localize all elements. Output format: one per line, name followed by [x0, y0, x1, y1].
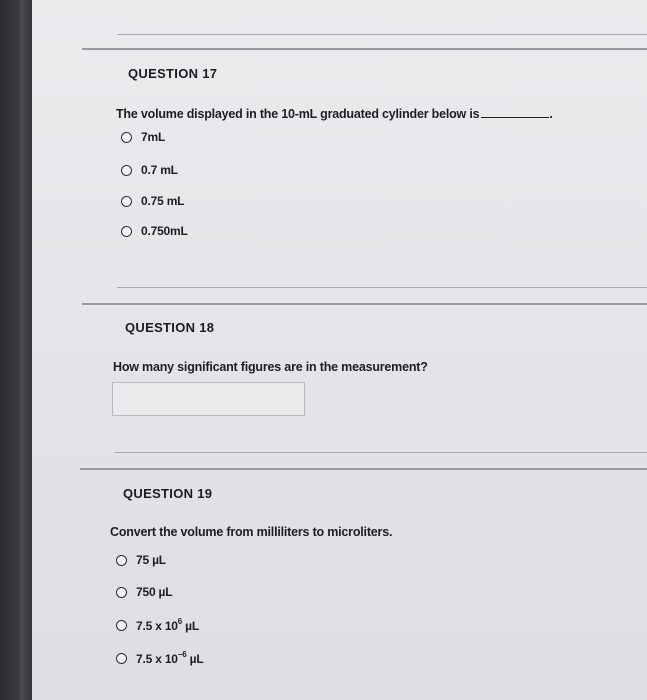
option-label [136, 617, 199, 633]
question-17-header: QUESTION 17 [128, 66, 218, 81]
quiz-page [32, 0, 647, 700]
option-label: 7mL [141, 130, 166, 144]
radio-button[interactable] [121, 165, 132, 176]
divider [82, 303, 647, 305]
radio-button[interactable] [116, 653, 127, 664]
question-18-header: QUESTION 18 [125, 320, 215, 335]
divider [117, 34, 647, 35]
option-unit: µL [189, 652, 204, 666]
question-19-option-1[interactable] [116, 553, 166, 567]
option-label: 0.75 mL [141, 194, 185, 208]
question-17-text [116, 107, 553, 121]
question-17-suffix: . [549, 107, 553, 121]
option-label: 750 µL [136, 585, 173, 599]
radio-button[interactable] [121, 226, 132, 237]
question-19-option-4[interactable] [116, 650, 204, 666]
radio-button[interactable] [121, 132, 132, 143]
question-19-header: QUESTION 19 [123, 486, 213, 501]
divider [82, 48, 647, 50]
radio-button[interactable] [116, 587, 127, 598]
option-exponent: 6 [177, 617, 183, 626]
question-17-option-4[interactable] [121, 224, 188, 238]
question-17-option-1[interactable] [121, 130, 165, 144]
option-label: 75 µL [136, 553, 166, 567]
question-18-text: How many significant figures are in the measurement? [113, 360, 428, 374]
question-17-option-2[interactable] [121, 163, 178, 177]
question-19-option-3[interactable] [116, 617, 199, 633]
option-label: 0.750mL [141, 224, 188, 238]
divider [117, 287, 647, 288]
question-19-option-2[interactable] [116, 585, 172, 599]
option-exponent: −6 [177, 650, 187, 659]
option-mantissa: 7.5 x 10 [136, 619, 178, 633]
question-19-text: Convert the volume from milliliters to microliters. [110, 525, 393, 539]
answer-input[interactable] [112, 382, 305, 416]
divider [114, 452, 647, 453]
radio-button[interactable] [116, 620, 127, 631]
option-mantissa: 7.5 x 10 [136, 652, 178, 666]
divider [80, 468, 647, 470]
option-label [136, 650, 204, 666]
radio-button[interactable] [121, 196, 132, 207]
answer-blank [481, 117, 549, 118]
option-label: 0.7 mL [141, 163, 178, 177]
question-17-prompt: The volume displayed in the 10-mL graduated cylinder below is [116, 107, 480, 121]
question-17-option-3[interactable] [121, 194, 184, 208]
radio-button[interactable] [116, 555, 127, 566]
option-unit: µL [185, 619, 200, 633]
